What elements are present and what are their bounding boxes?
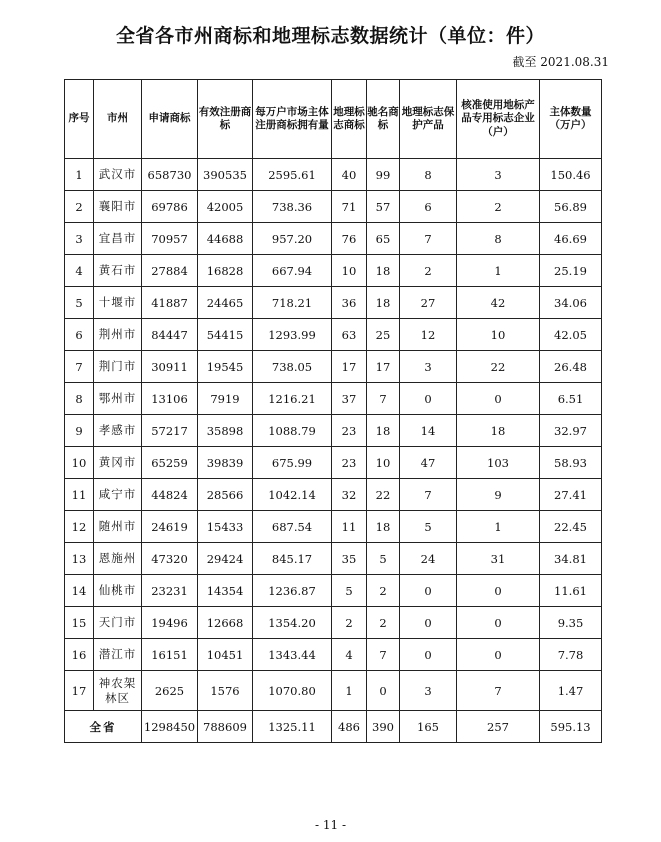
value-cell: 718.21 — [253, 287, 332, 319]
value-cell: 57 — [367, 191, 400, 223]
value-cell: 41887 — [142, 287, 198, 319]
header-cell: 有效注册商标 — [198, 80, 253, 159]
value-cell: 9.35 — [540, 607, 602, 639]
value-cell: 5 — [400, 511, 457, 543]
value-cell: 35 — [332, 543, 367, 575]
value-cell: 99 — [367, 159, 400, 191]
row-index-cell: 3 — [65, 223, 94, 255]
value-cell: 845.17 — [253, 543, 332, 575]
value-cell: 17 — [367, 351, 400, 383]
table-row — [65, 415, 602, 447]
total-cell: 390 — [367, 711, 400, 743]
table-row — [65, 159, 602, 191]
row-index-cell: 10 — [65, 447, 94, 479]
city-cell: 鄂州市 — [94, 383, 142, 415]
table-row — [65, 191, 602, 223]
value-cell: 14 — [400, 415, 457, 447]
value-cell: 1236.87 — [253, 575, 332, 607]
row-index-cell: 14 — [65, 575, 94, 607]
value-cell: 9 — [457, 479, 540, 511]
value-cell: 738.05 — [253, 351, 332, 383]
value-cell: 1 — [457, 255, 540, 287]
table-row — [65, 575, 602, 607]
value-cell: 0 — [457, 639, 540, 671]
value-cell: 2 — [332, 607, 367, 639]
value-cell: 34.81 — [540, 543, 602, 575]
value-cell: 11 — [332, 511, 367, 543]
value-cell: 3 — [457, 159, 540, 191]
value-cell: 16828 — [198, 255, 253, 287]
value-cell: 46.69 — [540, 223, 602, 255]
value-cell: 23231 — [142, 575, 198, 607]
value-cell: 0 — [400, 639, 457, 671]
value-cell: 10 — [332, 255, 367, 287]
value-cell: 0 — [457, 607, 540, 639]
table-row — [65, 351, 602, 383]
city-cell: 宜昌市 — [94, 223, 142, 255]
value-cell: 2625 — [142, 671, 198, 711]
header-cell: 每万户市场主体注册商标拥有量 — [253, 80, 332, 159]
value-cell: 12668 — [198, 607, 253, 639]
value-cell: 23 — [332, 415, 367, 447]
total-label: 全省 — [65, 711, 142, 743]
value-cell: 0 — [400, 383, 457, 415]
page-title: 全省各市州商标和地理标志数据统计（单位：件） — [115, 25, 545, 47]
value-cell: 23 — [332, 447, 367, 479]
row-index-cell: 2 — [65, 191, 94, 223]
row-index-cell: 11 — [65, 479, 94, 511]
value-cell: 14354 — [198, 575, 253, 607]
value-cell: 10451 — [198, 639, 253, 671]
value-cell: 47 — [400, 447, 457, 479]
value-cell: 27884 — [142, 255, 198, 287]
value-cell: 29424 — [198, 543, 253, 575]
city-cell: 十堰市 — [94, 287, 142, 319]
value-cell: 84447 — [142, 319, 198, 351]
row-index-cell: 12 — [65, 511, 94, 543]
city-cell: 黄石市 — [94, 255, 142, 287]
value-cell: 27.41 — [540, 479, 602, 511]
value-cell: 5 — [332, 575, 367, 607]
table-row — [65, 255, 602, 287]
value-cell: 17 — [332, 351, 367, 383]
value-cell: 42005 — [198, 191, 253, 223]
header-row — [65, 80, 602, 159]
value-cell: 30911 — [142, 351, 198, 383]
table-row — [65, 607, 602, 639]
table-row — [65, 543, 602, 575]
as-of-date: 截至 2021.08.31 — [512, 55, 609, 69]
value-cell: 8 — [400, 159, 457, 191]
value-cell: 18 — [367, 511, 400, 543]
table-body — [65, 159, 602, 711]
row-index-cell: 7 — [65, 351, 94, 383]
row-index-cell: 9 — [65, 415, 94, 447]
value-cell: 150.46 — [540, 159, 602, 191]
row-index-cell: 4 — [65, 255, 94, 287]
value-cell: 1576 — [198, 671, 253, 711]
value-cell: 957.20 — [253, 223, 332, 255]
value-cell: 24465 — [198, 287, 253, 319]
total-row — [65, 711, 602, 743]
value-cell: 56.89 — [540, 191, 602, 223]
value-cell: 12 — [400, 319, 457, 351]
value-cell: 40 — [332, 159, 367, 191]
header-cell: 市州 — [94, 80, 142, 159]
city-cell: 咸宁市 — [94, 479, 142, 511]
value-cell: 18 — [457, 415, 540, 447]
value-cell: 32 — [332, 479, 367, 511]
value-cell: 1343.44 — [253, 639, 332, 671]
city-cell: 黄冈市 — [94, 447, 142, 479]
total-cell: 486 — [332, 711, 367, 743]
value-cell: 65 — [367, 223, 400, 255]
total-cell: 788609 — [198, 711, 253, 743]
table-row — [65, 447, 602, 479]
value-cell: 0 — [367, 671, 400, 711]
table-row — [65, 223, 602, 255]
value-cell: 1 — [457, 511, 540, 543]
city-cell: 神农架林区 — [94, 671, 142, 711]
value-cell: 16151 — [142, 639, 198, 671]
value-cell: 35898 — [198, 415, 253, 447]
value-cell: 0 — [400, 607, 457, 639]
statistics-table — [64, 79, 602, 743]
header-cell: 主体数量（万户） — [540, 80, 602, 159]
row-index-cell: 6 — [65, 319, 94, 351]
value-cell: 19496 — [142, 607, 198, 639]
row-index-cell: 5 — [65, 287, 94, 319]
row-index-cell: 8 — [65, 383, 94, 415]
city-cell: 仙桃市 — [94, 575, 142, 607]
value-cell: 1 — [332, 671, 367, 711]
total-cell: 165 — [400, 711, 457, 743]
city-cell: 襄阳市 — [94, 191, 142, 223]
value-cell: 103 — [457, 447, 540, 479]
value-cell: 738.36 — [253, 191, 332, 223]
row-index-cell: 17 — [65, 671, 94, 711]
value-cell: 44824 — [142, 479, 198, 511]
value-cell: 6.51 — [540, 383, 602, 415]
value-cell: 0 — [400, 575, 457, 607]
value-cell: 4 — [332, 639, 367, 671]
value-cell: 31 — [457, 543, 540, 575]
row-index-cell: 15 — [65, 607, 94, 639]
value-cell: 24 — [400, 543, 457, 575]
table-row — [65, 511, 602, 543]
value-cell: 27 — [400, 287, 457, 319]
total-cell: 1298450 — [142, 711, 198, 743]
value-cell: 63 — [332, 319, 367, 351]
city-cell: 荆门市 — [94, 351, 142, 383]
city-cell: 潜江市 — [94, 639, 142, 671]
value-cell: 1216.21 — [253, 383, 332, 415]
value-cell: 675.99 — [253, 447, 332, 479]
table-row — [65, 479, 602, 511]
value-cell: 22 — [457, 351, 540, 383]
value-cell: 25 — [367, 319, 400, 351]
value-cell: 667.94 — [253, 255, 332, 287]
value-cell: 7 — [400, 223, 457, 255]
total-cell: 595.13 — [540, 711, 602, 743]
value-cell: 18 — [367, 255, 400, 287]
value-cell: 10 — [367, 447, 400, 479]
value-cell: 2 — [367, 607, 400, 639]
value-cell: 10 — [457, 319, 540, 351]
value-cell: 8 — [457, 223, 540, 255]
value-cell: 7.78 — [540, 639, 602, 671]
value-cell: 58.93 — [540, 447, 602, 479]
table-row — [65, 639, 602, 671]
value-cell: 7 — [457, 671, 540, 711]
value-cell: 39839 — [198, 447, 253, 479]
value-cell: 36 — [332, 287, 367, 319]
value-cell: 6 — [400, 191, 457, 223]
value-cell: 7 — [367, 383, 400, 415]
header-cell: 核准使用地标产品专用标志企业（户） — [457, 80, 540, 159]
value-cell: 25.19 — [540, 255, 602, 287]
value-cell: 7 — [367, 639, 400, 671]
total-cell: 257 — [457, 711, 540, 743]
value-cell: 390535 — [198, 159, 253, 191]
value-cell: 1.47 — [540, 671, 602, 711]
value-cell: 1042.14 — [253, 479, 332, 511]
value-cell: 658730 — [142, 159, 198, 191]
value-cell: 70957 — [142, 223, 198, 255]
value-cell: 44688 — [198, 223, 253, 255]
row-index-cell: 16 — [65, 639, 94, 671]
page-number: - 11 - — [314, 818, 346, 832]
value-cell: 26.48 — [540, 351, 602, 383]
value-cell: 1293.99 — [253, 319, 332, 351]
value-cell: 7919 — [198, 383, 253, 415]
value-cell: 22.45 — [540, 511, 602, 543]
city-cell: 武汉市 — [94, 159, 142, 191]
value-cell: 7 — [400, 479, 457, 511]
header-cell: 申请商标 — [142, 80, 198, 159]
table-row — [65, 383, 602, 415]
value-cell: 15433 — [198, 511, 253, 543]
header-cell: 序号 — [65, 80, 94, 159]
value-cell: 57217 — [142, 415, 198, 447]
value-cell: 1354.20 — [253, 607, 332, 639]
value-cell: 42.05 — [540, 319, 602, 351]
city-cell: 天门市 — [94, 607, 142, 639]
value-cell: 1088.79 — [253, 415, 332, 447]
value-cell: 3 — [400, 671, 457, 711]
value-cell: 76 — [332, 223, 367, 255]
value-cell: 11.61 — [540, 575, 602, 607]
value-cell: 54415 — [198, 319, 253, 351]
value-cell: 0 — [457, 575, 540, 607]
row-index-cell: 1 — [65, 159, 94, 191]
value-cell: 47320 — [142, 543, 198, 575]
value-cell: 42 — [457, 287, 540, 319]
city-cell: 孝感市 — [94, 415, 142, 447]
value-cell: 18 — [367, 287, 400, 319]
table-row — [65, 319, 602, 351]
value-cell: 0 — [457, 383, 540, 415]
total-cell: 1325.11 — [253, 711, 332, 743]
value-cell: 32.97 — [540, 415, 602, 447]
value-cell: 2595.61 — [253, 159, 332, 191]
value-cell: 3 — [400, 351, 457, 383]
value-cell: 34.06 — [540, 287, 602, 319]
value-cell: 28566 — [198, 479, 253, 511]
value-cell: 69786 — [142, 191, 198, 223]
value-cell: 2 — [367, 575, 400, 607]
header-cell: 驰名商标 — [367, 80, 400, 159]
value-cell: 24619 — [142, 511, 198, 543]
value-cell: 19545 — [198, 351, 253, 383]
city-cell: 随州市 — [94, 511, 142, 543]
value-cell: 687.54 — [253, 511, 332, 543]
value-cell: 2 — [457, 191, 540, 223]
value-cell: 1070.80 — [253, 671, 332, 711]
value-cell: 5 — [367, 543, 400, 575]
header-cell: 地理标志商标 — [332, 80, 367, 159]
city-cell: 恩施州 — [94, 543, 142, 575]
header-cell: 地理标志保护产品 — [400, 80, 457, 159]
value-cell: 22 — [367, 479, 400, 511]
row-index-cell: 13 — [65, 543, 94, 575]
value-cell: 13106 — [142, 383, 198, 415]
value-cell: 2 — [400, 255, 457, 287]
value-cell: 18 — [367, 415, 400, 447]
value-cell: 37 — [332, 383, 367, 415]
value-cell: 65259 — [142, 447, 198, 479]
table-row — [65, 287, 602, 319]
value-cell: 71 — [332, 191, 367, 223]
city-cell: 荆州市 — [94, 319, 142, 351]
table-row — [65, 671, 602, 711]
